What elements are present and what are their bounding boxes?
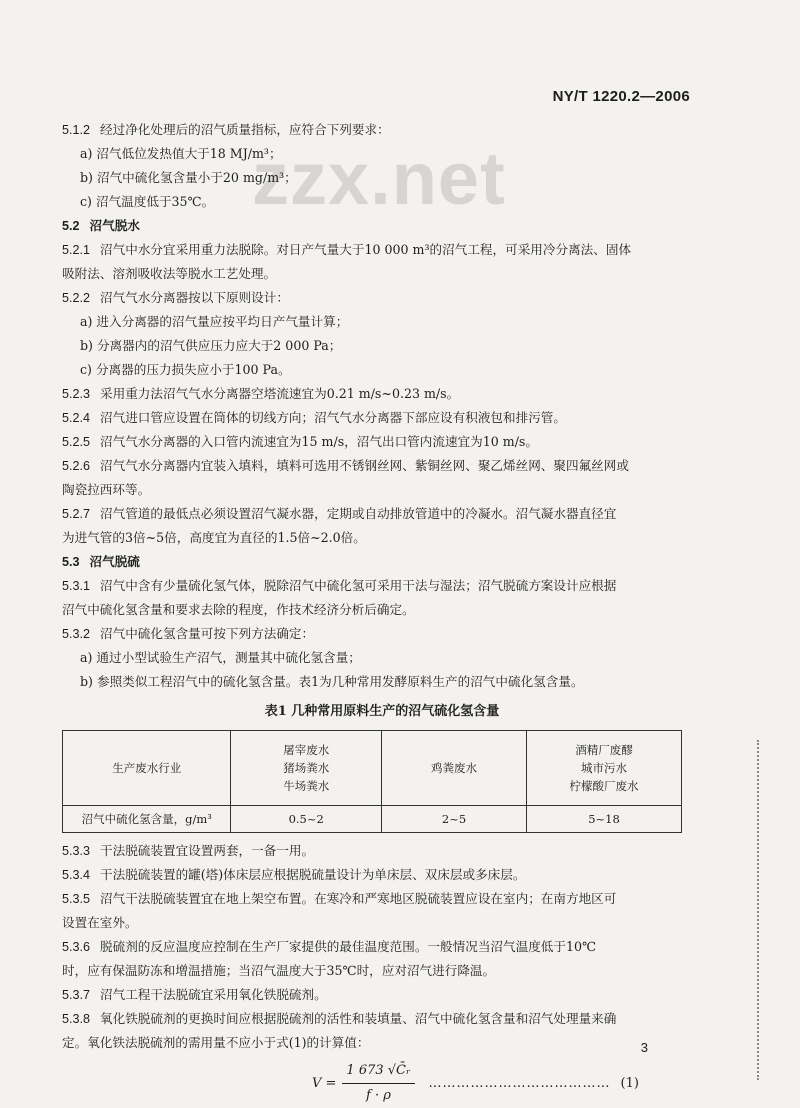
- list-item: b) 参照类似工程沼气中的硫化氢含量。表1为几种常用发酵原料生产的沼气中硫化氢含量。: [80, 674, 584, 689]
- clause-continuation: 为进气管的3倍~5倍，高度宜为直径的1.5倍~2.0倍。: [62, 530, 366, 545]
- table-row-header: 生产废水行业: [63, 731, 231, 806]
- hydrogen-sulfide-table: [62, 730, 682, 833]
- cell-line: 猪场粪水: [283, 761, 330, 775]
- clause-number: 5.3.2: [62, 627, 91, 641]
- clause-text: 沼气工程干法脱硫宜采用氧化铁脱硫剂。: [100, 987, 327, 1002]
- section-title: 沼气脱硫: [89, 554, 140, 569]
- clause-number: 5.2.4: [62, 411, 91, 425]
- table-row-header: 沼气中硫化氢含量，g/m³: [63, 806, 231, 833]
- clause-text: 沼气气水分离器按以下原则设计：: [100, 290, 289, 305]
- clause-number: 5.3.8: [62, 1012, 91, 1026]
- standard-code: NY/T 1220.2—2006: [552, 88, 690, 105]
- table-row: [63, 806, 682, 833]
- clause-text: 沼气中硫化氢含量可按下列方法确定：: [100, 626, 315, 641]
- clause-text: 脱硫剂的反应温度应控制在生产厂家提供的最佳温度范围。一般情况当沼气温度低于10℃: [100, 939, 597, 954]
- clause-number: 5.3.6: [62, 940, 91, 954]
- table-cell: 5~18: [527, 806, 682, 833]
- clause-5-3-2: [62, 622, 702, 646]
- clause-5-3-8: [62, 1007, 702, 1031]
- list-item: a) 沼气低位发热值大于18 MJ/m³；: [80, 146, 282, 161]
- section-heading-5-3: [62, 550, 702, 574]
- clause-5-2-2: [62, 286, 702, 310]
- formula-number: (1): [620, 1075, 639, 1091]
- list-item: c) 分离器的压力损失应小于100 Pa。: [80, 362, 291, 377]
- clause-number: 5.3.4: [62, 868, 91, 882]
- table-cell: 0.5~2: [231, 806, 382, 833]
- clause-continuation: 时，应有保温防冻和增温措施；当沼气温度大于35℃时，应对沼气进行降温。: [62, 963, 496, 978]
- clause-text: 沼气气水分离器的入口管内流速宜为15 m/s，沼气出口管内流速宜为10 m/s。: [100, 434, 538, 449]
- clause-number: 5.3.5: [62, 892, 91, 906]
- clause-5-2-1: [62, 238, 702, 262]
- clause-text: 采用重力法沼气气水分离器空塔流速宜为0.21 m/s~0.23 m/s。: [100, 386, 460, 401]
- list-item: b) 分离器内的沼气供应压力应大于2 000 Pa；: [80, 338, 342, 353]
- cell-line: 鸡粪废水: [431, 761, 478, 775]
- clause-text: 干法脱硫装置的罐(塔)体床层应根据脱硫量设计为单床层、双床层或多床层。: [100, 867, 526, 882]
- list-item: a) 进入分离器的沼气量应按平均日产气量计算；: [80, 314, 349, 329]
- table-cell: [231, 731, 382, 806]
- table-row: [63, 731, 682, 806]
- cell-line: 城市污水: [581, 761, 628, 775]
- cell-line: 酒精厂废醪: [575, 743, 633, 757]
- section-number: 5.2: [62, 219, 80, 233]
- formula-leader-dots: …………………………………: [428, 1075, 611, 1091]
- clause-5-2-5: [62, 430, 702, 454]
- clause-continuation: 设置在室外。: [62, 915, 138, 930]
- clause-continuation: 陶瓷拉西环等。: [62, 482, 151, 497]
- formula-fraction: [342, 1059, 414, 1108]
- list-item: a) 通过小型试验生产沼气，测量其中硫化氢含量；: [80, 650, 361, 665]
- clause-number: 5.3.7: [62, 988, 91, 1002]
- table-cell: [381, 731, 526, 806]
- clause-text: 沼气进口管应设置在筒体的切线方向；沼气气水分离器下部应设有积液包和排污管。: [100, 410, 566, 425]
- clause-number: 5.3.3: [62, 844, 91, 858]
- clause-5-3-7: [62, 983, 702, 1007]
- clause-number: 5.2.6: [62, 459, 91, 473]
- scan-edge-mark: [757, 740, 761, 1080]
- clause-number: 5.2.2: [62, 291, 91, 305]
- clause-5-3-5: [62, 887, 702, 911]
- table-cell: [527, 731, 682, 806]
- clause-text: 沼气中含有少量硫化氢气体，脱除沼气中硫化氢可采用干法与湿法；沼气脱硫方案设计应根据: [100, 578, 617, 593]
- clause-number: 5.2.5: [62, 435, 91, 449]
- page-body: [62, 118, 702, 1108]
- formula-1: [312, 1059, 702, 1108]
- clause-5-3-4: [62, 863, 702, 887]
- cell-line: 柠檬酸厂废水: [569, 779, 639, 793]
- section-title: 沼气脱水: [89, 218, 140, 233]
- clause-number: 5.2.7: [62, 507, 91, 521]
- formula-numerator: 1 673 √C̄ᵣ: [342, 1059, 414, 1084]
- clause-number: 5.3.1: [62, 579, 91, 593]
- clause-text: 沼气干法脱硫装置宜在地上架空布置。在寒冷和严寒地区脱硫装置应设在室内；在南方地区可: [100, 891, 617, 906]
- clause-5-1-2: [62, 118, 702, 142]
- page-number: 3: [640, 1040, 648, 1055]
- list-item: c) 沼气温度低于35℃。: [80, 194, 215, 209]
- clause-text: 经过净化处理后的沼气质量指标，应符合下列要求：: [100, 122, 390, 137]
- clause-number: 5.2.3: [62, 387, 91, 401]
- clause-continuation: 沼气中硫化氢含量和要求去除的程度，作技术经济分析后确定。: [62, 602, 415, 617]
- clause-number: 5.2.1: [62, 243, 91, 257]
- clause-text: 沼气管道的最低点必须设置沼气凝水器，定期或自动排放管道中的冷凝水。沼气凝水器直径宜: [100, 506, 617, 521]
- clause-5-2-4: [62, 406, 702, 430]
- clause-text: 沼气中水分宜采用重力法脱除。对日产气量大于10 000 m³的沼气工程，可采用冷分离法、固体: [100, 242, 632, 257]
- watermark: zzx.net: [252, 137, 506, 220]
- cell-line: 屠宰废水: [283, 743, 330, 757]
- formula-denominator: f · ρ: [366, 1088, 391, 1103]
- clause-5-3-3: [62, 839, 702, 863]
- formula-lhs: V =: [312, 1075, 337, 1091]
- clause-5-2-3: [62, 382, 702, 406]
- clause-continuation: 吸附法、溶剂吸收法等脱水工艺处理。: [62, 266, 277, 281]
- clause-5-3-1: [62, 574, 702, 598]
- clause-5-2-7: [62, 502, 702, 526]
- clause-5-2-6: [62, 454, 702, 478]
- clause-text: 氧化铁脱硫剂的更换时间应根据脱硫剂的活性和装填量、沼气中硫化氢含量和沼气处理量来确: [100, 1011, 617, 1026]
- list-item: b) 沼气中硫化氢含量小于20 mg/m³；: [80, 170, 297, 185]
- clause-text: 干法脱硫装置宜设置两套，一备一用。: [100, 843, 315, 858]
- table-title: 表1 几种常用原料生产的沼气硫化氢含量: [264, 704, 500, 719]
- table-cell: 2~5: [381, 806, 526, 833]
- section-heading-5-2: [62, 214, 702, 238]
- clause-text: 沼气气水分离器内宜装入填料，填料可选用不锈钢丝网、紫铜丝网、聚乙烯丝网、聚四氟丝网或: [100, 458, 629, 473]
- clause-5-3-6: [62, 935, 702, 959]
- cell-line: 牛场粪水: [283, 779, 330, 793]
- clause-continuation: 定。氧化铁法脱硫剂的需用量不应小于式(1)的计算值：: [62, 1035, 370, 1050]
- section-number: 5.3: [62, 555, 80, 569]
- clause-number: 5.1.2: [62, 123, 91, 137]
